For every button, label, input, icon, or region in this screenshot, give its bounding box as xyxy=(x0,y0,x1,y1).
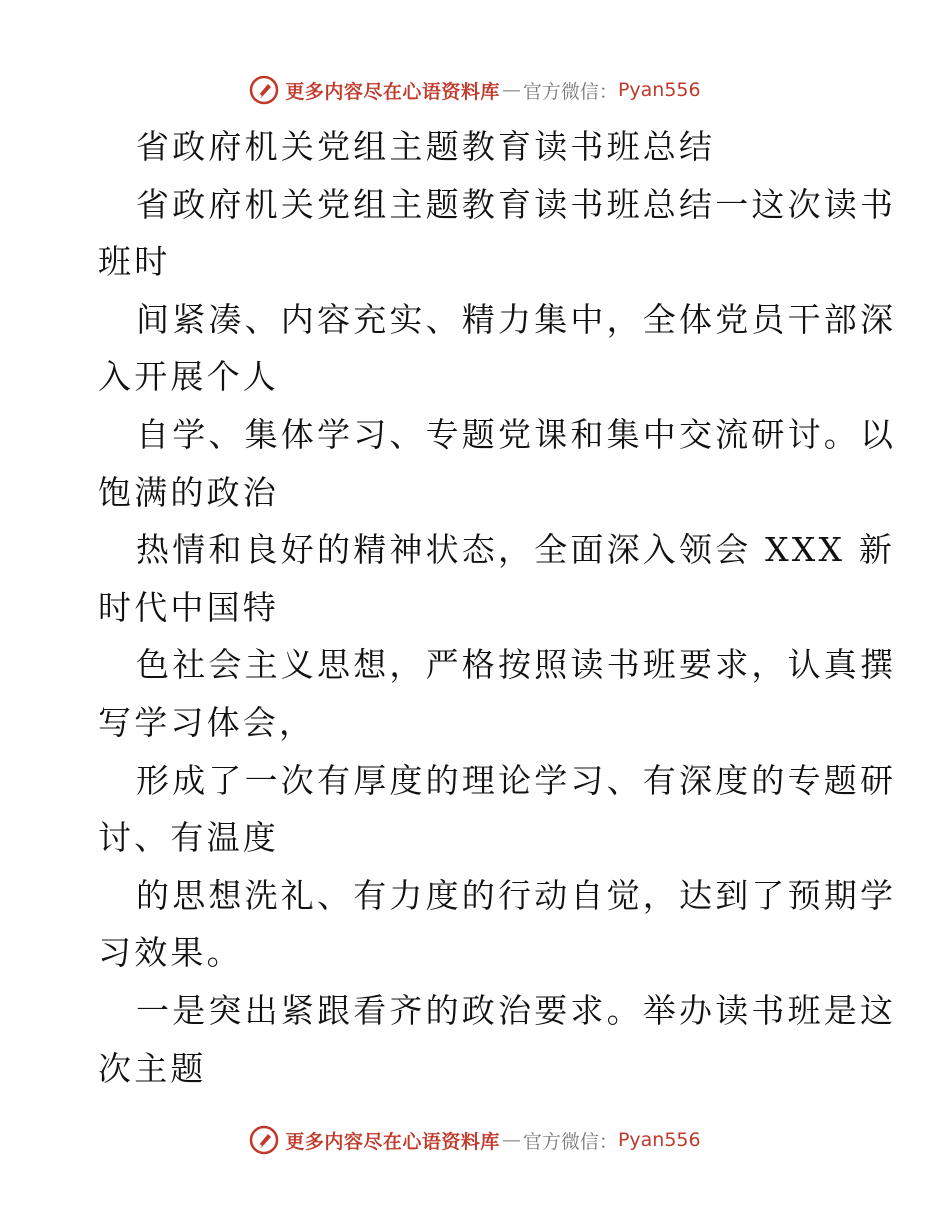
paragraph-line: 班时 xyxy=(98,242,171,282)
banner-dash: — xyxy=(501,79,521,101)
paragraph-line: 时代中国特 xyxy=(98,587,279,627)
paragraph-line: 省政府机关党组主题教育读书班总结一这次读书 xyxy=(136,184,897,224)
paragraph-line: 习效果。 xyxy=(98,933,243,973)
paragraph-line: 色社会主义思想，严格按照读书班要求，认真撰 xyxy=(136,645,897,685)
paragraph-line: 间紧凑、内容充实、精力集中，全体党员干部深 xyxy=(136,299,897,339)
wechat-label: 官方微信： xyxy=(522,1130,618,1153)
paragraph-line: 次主题 xyxy=(98,1048,207,1088)
banner-dash: — xyxy=(501,1129,521,1151)
footer-banner xyxy=(0,1120,950,1160)
paragraph-line: 的思想洗礼、有力度的行动自觉，达到了预期学 xyxy=(136,875,897,915)
banner-text: 更多内容尽在心语资料库 xyxy=(285,80,500,103)
paragraph-line: 自学、集体学习、专题党课和集中交流研讨。以 xyxy=(136,414,897,454)
paragraph-line: 饱满的政治 xyxy=(98,472,279,512)
wechat-label: 官方微信： xyxy=(522,80,618,103)
paragraph-line: 一是突出紧跟看齐的政治要求。举办读书班是这 xyxy=(136,990,897,1030)
paragraph-line: 入开展个人 xyxy=(98,357,279,397)
wechat-id: Pyan556 xyxy=(617,1129,701,1151)
wechat-id: Pyan556 xyxy=(617,79,701,101)
paragraph-line: 形成了一次有厚度的理论学习、有深度的专题研 xyxy=(136,760,897,800)
pen-nib-logo-icon xyxy=(249,1125,279,1155)
paragraph-line: 写学习体会， xyxy=(98,702,316,742)
paragraph-line: 讨、有温度 xyxy=(98,818,279,858)
pen-nib-logo-icon xyxy=(249,75,279,105)
document-title: 省政府机关党组主题教育读书班总结 xyxy=(136,127,716,166)
banner-text: 更多内容尽在心语资料库 xyxy=(285,1130,500,1153)
paragraph-line: 热情和良好的精神状态，全面深入领会 XXX 新 xyxy=(136,530,896,570)
header-banner xyxy=(0,70,950,110)
document-body xyxy=(98,118,897,1097)
